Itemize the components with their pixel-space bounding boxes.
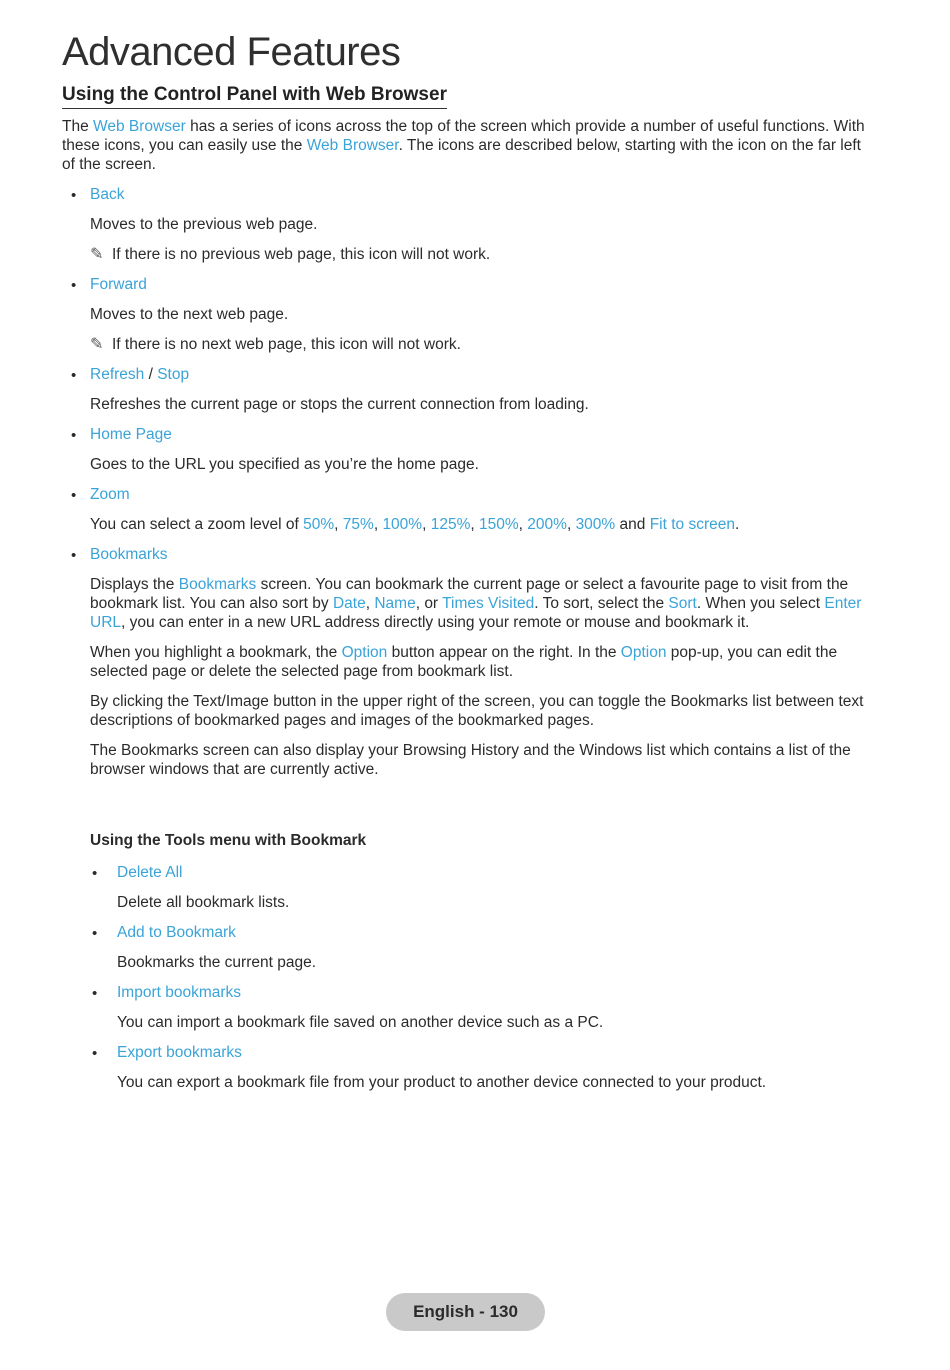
bullet-dot: • (71, 547, 77, 564)
forward-description: Moves to the next web page. (90, 306, 289, 323)
page-title: Advanced Features (62, 30, 401, 74)
zoom-label: Zoom (90, 486, 130, 503)
home-page-description: Goes to the URL you specified as you’re the home page. (90, 456, 479, 473)
text: , or (415, 595, 443, 612)
text: , (365, 595, 375, 612)
text: . To sort, select the (534, 595, 669, 612)
text: pop-up, you can edit the selected page or delete the selected page from bookmark list. (90, 644, 838, 680)
tools-item-export-bookmarks (62, 1043, 872, 1062)
back-description: Moves to the previous web page. (90, 216, 318, 233)
bullet-dot: • (71, 277, 77, 294)
comma: , (373, 516, 383, 533)
zoom-level: 300% (575, 516, 616, 533)
intro-text: The (62, 118, 94, 135)
bullet-refresh-stop (62, 365, 872, 384)
times-visited-term: Times Visited (442, 595, 535, 612)
bookmarks-label: Bookmarks (90, 546, 168, 563)
tools-item-add-to-bookmark (62, 923, 872, 942)
period: . (734, 516, 740, 533)
forward-label: Forward (90, 276, 147, 293)
zoom-level: 125% (430, 516, 471, 533)
refresh-stop-description: Refreshes the current page or stops the current connection from loading. (90, 396, 589, 413)
bullet-dot: • (71, 187, 77, 204)
comma: , (566, 516, 576, 533)
add-to-bookmark-label: Add to Bookmark (117, 924, 236, 941)
forward-note-text: If there is no next web page, this icon will not work. (112, 336, 461, 353)
and-text: and (615, 516, 650, 533)
delete-all-description: Delete all bookmark lists. (117, 894, 290, 911)
refresh-label: Refresh (90, 366, 145, 383)
comma: , (334, 516, 343, 533)
intro-paragraph (62, 117, 872, 174)
name-term: Name (374, 595, 416, 612)
web-browser-term: Web Browser (93, 118, 186, 135)
text: When you highlight a bookmark, the (90, 644, 342, 661)
text: Displays the (90, 576, 179, 593)
comma: , (470, 516, 479, 533)
bookmarks-paragraph-2 (62, 643, 872, 681)
tools-heading: Using the Tools menu with Bookmark (90, 832, 367, 849)
delete-all-label: Delete All (117, 864, 183, 881)
bullet-dot: • (71, 427, 77, 444)
comma: , (422, 516, 431, 533)
bookmarks-term: Bookmarks (178, 576, 257, 593)
bullet-dot: • (71, 487, 77, 504)
back-note (62, 245, 872, 264)
bullet-dot: • (92, 985, 98, 1002)
add-to-bookmark-description: Bookmarks the current page. (117, 954, 317, 971)
pencil-icon: ✎ (90, 246, 104, 263)
zoom-level: 150% (479, 516, 519, 533)
page-body (62, 117, 872, 1103)
text: , you can enter in a new URL address directly using your remote or mouse and bookmark it. (121, 614, 750, 631)
bullet-dot: • (92, 1045, 98, 1062)
enter-url-term: Enter URL (90, 595, 862, 631)
tools-item-import-bookmarks (62, 983, 872, 1002)
zoom-level: 200% (527, 516, 567, 533)
bullet-bookmarks (62, 545, 872, 564)
separator: / (144, 366, 158, 383)
bullet-dot: • (92, 925, 98, 942)
bullet-back (62, 185, 872, 204)
tools-item-delete-all (62, 863, 872, 882)
comma: , (518, 516, 528, 533)
import-bookmarks-label: Import bookmarks (117, 984, 242, 1001)
sort-term: Sort (668, 595, 697, 612)
forward-note (62, 335, 872, 354)
option-term: Option (620, 644, 667, 661)
zoom-description (62, 515, 872, 534)
back-note-text: If there is no previous web page, this icon will not work. (112, 246, 491, 263)
intro-text: . The icons are described below, starting with the icon on the far left of the screen. (62, 137, 861, 173)
bookmarks-paragraph-4: The Bookmarks screen can also display your Browsing History and the Windows list which contains a list of the browser windows that are currently active. (90, 742, 851, 778)
text: button appear on the right. In the (387, 644, 621, 661)
page-number-badge: English - 130 (386, 1293, 545, 1331)
export-bookmarks-description: You can export a bookmark file from your product to another device connected to your product. (117, 1074, 767, 1091)
bookmarks-paragraph-3: By clicking the Text/Image button in the upper right of the screen, you can toggle the Bookmarks list between text descriptions of bookmarked pages and images of the bookmarked pages. (90, 693, 864, 729)
section-heading: Using the Control Panel with Web Browser (62, 84, 447, 109)
bookmarks-paragraph-1 (62, 575, 872, 632)
export-bookmarks-label: Export bookmarks (117, 1044, 242, 1061)
date-term: Date (332, 595, 366, 612)
zoom-level: 50% (303, 516, 335, 533)
back-label: Back (90, 186, 125, 203)
zoom-text: You can select a zoom level of (90, 516, 304, 533)
bullet-home-page (62, 425, 872, 444)
bullet-dot: • (71, 367, 77, 384)
import-bookmarks-description: You can import a bookmark file saved on another device such as a PC. (117, 1014, 604, 1031)
bullet-zoom (62, 485, 872, 504)
text: screen. You can bookmark the current page or select a favourite page to visit from the bookmark list. You can also sort by (90, 576, 849, 612)
pencil-icon: ✎ (90, 336, 104, 353)
bullet-forward (62, 275, 872, 294)
intro-text: has a series of icons across the top of the screen which provide a number of useful functions. With these icons, you can easily use the (62, 118, 865, 154)
fit-to-screen: Fit to screen (649, 516, 735, 533)
bullet-dot: • (92, 865, 98, 882)
zoom-level: 100% (382, 516, 423, 533)
web-browser-term: Web Browser (306, 137, 399, 154)
text: . When you select (696, 595, 825, 612)
zoom-level: 75% (342, 516, 374, 533)
home-page-label: Home Page (90, 426, 172, 443)
stop-label: Stop (157, 366, 190, 383)
option-term: Option (341, 644, 388, 661)
